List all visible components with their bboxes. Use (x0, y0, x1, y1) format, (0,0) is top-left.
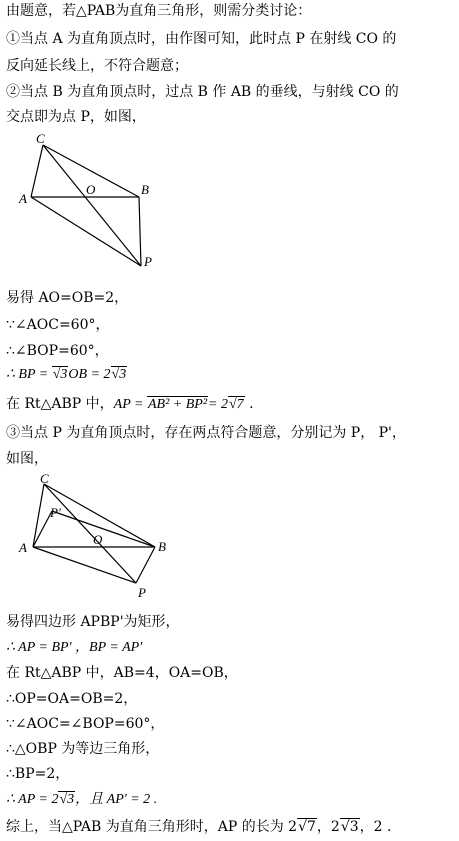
segment-cp-2 (44, 484, 136, 583)
segment-ap-2 (33, 547, 136, 583)
conclusion-text: 综上，当△PAB 为直角三角形时，AP 的长为 2 (6, 819, 298, 835)
line-rectangle: 易得四边形 APBP'为矩形， (6, 614, 180, 630)
line-case3: ③当点 P 为直角顶点时，存在两点符合题意，分别记为 P， P'， (6, 425, 406, 441)
ob-expr: OB = 2 (68, 367, 111, 382)
line-intro: 由题意，若△PAB为直角三角形，则需分类讨论： (6, 3, 312, 19)
line-ap-value (6, 395, 254, 414)
line-bp-value (6, 366, 127, 384)
line-ap-bp: ∴ AP = BP' ，BP = AP' (6, 640, 143, 655)
label-a: A (19, 191, 27, 206)
sqrt-ab-bp: AB² + BP² (147, 397, 208, 412)
figure-2-diagram (0, 470, 200, 610)
line-case2-cont: 交点即为点 P，如图， (6, 109, 146, 125)
sqrt-3-c: √3 (59, 792, 75, 807)
sqrt-3-a: √3 (52, 367, 68, 382)
ap-prime: ，且 AP' = 2 . (75, 792, 158, 807)
sqrt-3-b: √3 (111, 367, 127, 382)
ap-2: ∴ AP = 2 (6, 792, 59, 807)
line-angle-bop: ∴∠BOP=60°， (6, 343, 109, 359)
line-ao-ob: 易得 AO=OB=2， (6, 290, 129, 306)
line-conclusion (6, 818, 391, 836)
line-case1-cont: 反向延长线上，不符合题意； (6, 58, 188, 74)
line-rt-abp: 在 Rt△ABP 中，AB=4，OA=OB， (6, 665, 238, 681)
label-a-2: A (19, 540, 27, 555)
conclusion-sep: ，2 (316, 819, 340, 835)
segment-bp (139, 197, 141, 266)
rt-abp-label: 在 Rt△ABP 中， (6, 396, 114, 412)
label-c-2: C (40, 471, 49, 486)
label-p: P (144, 254, 152, 269)
line-equilateral: ∴△OBP 为等边三角形， (6, 741, 160, 757)
conclusion-end: ，2 . (359, 819, 392, 835)
segment-ca (31, 145, 43, 197)
label-b: B (141, 182, 149, 197)
label-c: C (36, 131, 45, 146)
line-case1: ①当点 A 为直角顶点时，由作图可知，此时点 P 在射线 CO 的 (6, 31, 397, 47)
ap-period: . (244, 396, 254, 412)
line-op-oa-ob: ∴OP=OA=OB=2， (6, 691, 138, 707)
line-case2: ②当点 B 为直角顶点时，过点 B 作 AB 的垂线，与射线 CO 的 (6, 84, 399, 100)
line-case3-cont: 如图， (6, 451, 48, 467)
bp-label: ∴ BP = (6, 367, 52, 382)
ap-label: AP = (113, 397, 147, 412)
label-o: O (86, 182, 96, 197)
segment-ppb-2 (52, 511, 155, 547)
label-p-2: P (138, 585, 146, 600)
label-o-2: O (93, 532, 103, 547)
ap-eq: = 2 (208, 397, 228, 412)
line-angle-aoc: ∵∠AOC=60°， (6, 317, 110, 333)
segment-bp-2 (136, 547, 155, 583)
sqrt-7-b: √7 (298, 819, 316, 835)
segment-ap (31, 197, 141, 266)
figure-1-diagram (0, 128, 200, 283)
sqrt-3-d: √3 (340, 819, 359, 835)
label-b-2: B (158, 539, 166, 554)
label-p-prime: P' (50, 505, 61, 520)
line-ap-final (6, 791, 157, 809)
segment-cp (43, 145, 141, 266)
line-bp-2: ∴BP=2， (6, 766, 70, 782)
sqrt-7-a: √7 (228, 397, 244, 412)
line-angle-equal: ∵∠AOC=∠BOP=60°， (6, 716, 165, 732)
